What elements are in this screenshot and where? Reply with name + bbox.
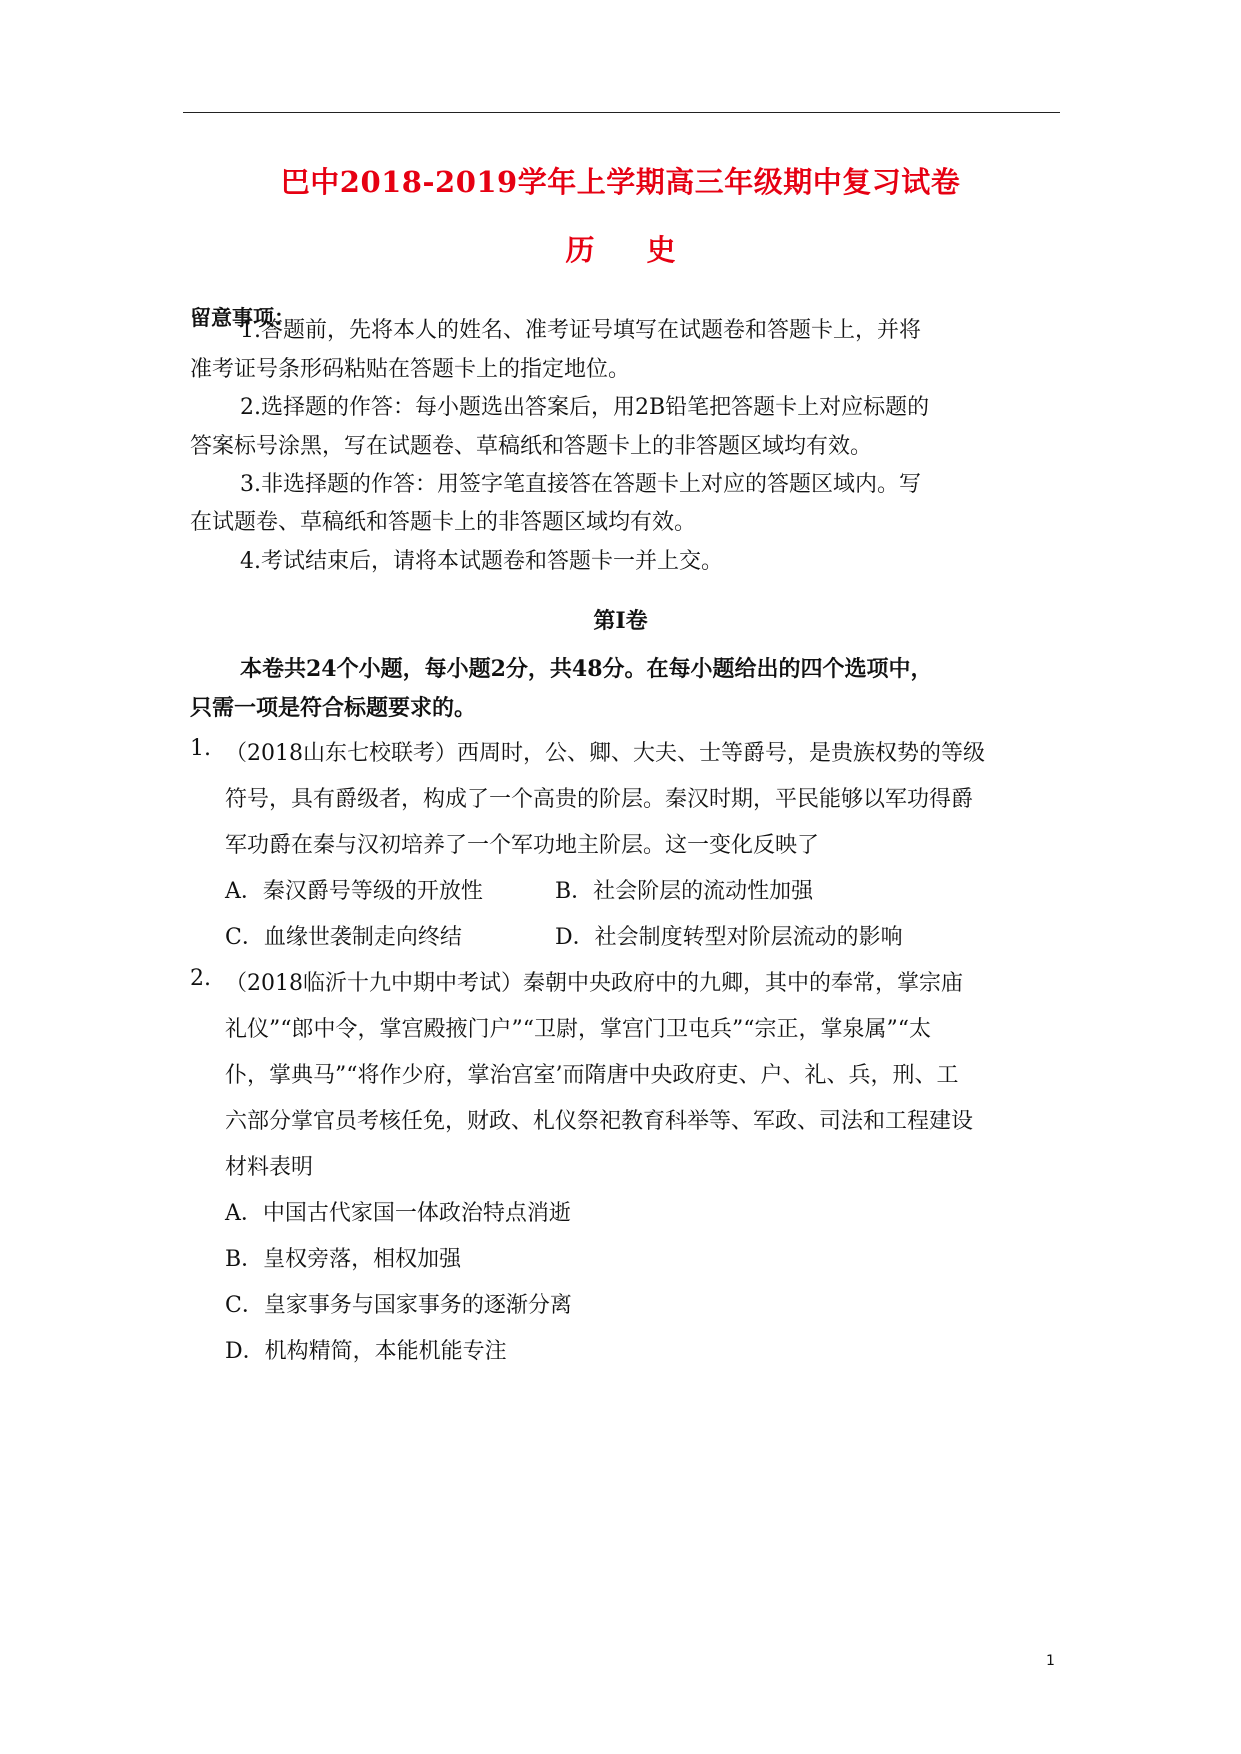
notice-item-4-line1: 4.考试结束后，请将本试题卷和答题卡一并上交。 (240, 549, 723, 574)
question-2-number: 2. (190, 966, 211, 991)
question-2-option-c: C．皇家事务与国家事务的逐渐分离 (225, 1293, 572, 1318)
header-rule (183, 112, 1060, 113)
subject-char-right: 史 (646, 233, 676, 267)
section-instruction-line2: 只需一项是符合标题要求的。 (190, 695, 477, 721)
subject-char-left: 历 (565, 233, 595, 267)
question-2-option-d: D．机构精简，本能机能专注 (225, 1339, 507, 1364)
notice-item-2-line1: 2.选择题的作答：每小题选出答案后，用2B铅笔把答题卡上对应标题的 (240, 395, 930, 420)
question-2-line2: 礼仪”“郎中令，掌宫殿掖门户”“卫尉，掌宫门卫屯兵”“宗正，掌泉属”“太 (225, 1017, 931, 1042)
question-1-number: 1. (190, 736, 211, 761)
question-1-option-c: C．血缘世袭制走向终结 (225, 925, 462, 950)
question-1-line2: 符号，具有爵级者，构成了一个高贵的阶层。秦汉时期，平民能够以军功得爵 (225, 787, 974, 812)
section-title: 第Ⅰ卷 (593, 608, 648, 634)
question-2-option-b: B．皇权旁落，相权加强 (225, 1247, 462, 1272)
question-2-line3: 仆，掌典马”“将作少府，掌治宫室’而隋唐中央政府吏、户、礼、兵，刑、工 (225, 1063, 959, 1088)
notice-item-2-line2: 答案标号涂黑，写在试题卷、草稿纸和答题卡上的非答题区域均有效。 (190, 434, 873, 459)
page-number: 1 (1046, 1653, 1055, 1669)
notice-heading: 留意事项： (190, 305, 295, 330)
exam-title: 巴中2018-2019学年上学期高三年级期中复习试卷 (280, 165, 961, 199)
notice-item-3-line1: 3.非选择题的作答：用签字笔直接答在答题卡上对应的答题区域内。写 (240, 472, 921, 497)
question-2-line4: 六部分掌官员考核任免，财政、札仪祭祀教育科举等、军政、司法和工程建设 (225, 1109, 974, 1134)
question-1-option-a: A．秦汉爵号等级的开放性 (225, 879, 483, 904)
question-2-line5: 材料表明 (225, 1155, 314, 1180)
subject-title (0, 228, 1241, 269)
notice-item-3-line2: 在试题卷、草稿纸和答题卡上的非答题区域均有效。 (190, 510, 697, 535)
question-2-line1: （2018临沂十九中期中考试）秦朝中央政府中的九卿，其中的奉常，掌宗庙 (225, 971, 963, 996)
notice-item-1-line2: 准考证号条形码粘贴在答题卡上的指定地位。 (190, 357, 631, 382)
notice-item-1-line1: 1.答题前，先将本人的姓名、准考证号填写在试题卷和答题卡上，并将 (240, 318, 921, 343)
question-1-line1: （2018山东七校联考）西周时，公、卿、大夫、士等爵号，是贵族权势的等级 (225, 741, 985, 766)
question-1-line3: 军功爵在秦与汉初培养了一个军功地主阶层。这一变化反映了 (225, 833, 820, 858)
question-1-option-b: B．社会阶层的流动性加强 (555, 879, 814, 904)
question-1-option-d: D．社会制度转型对阶层流动的影响 (555, 925, 903, 950)
section-instruction-line1: 本卷共24个小题，每小题2分，共48分。在每小题给出的四个选项中， (240, 656, 933, 682)
question-2-option-a: A．中国古代家国一体政治特点消逝 (225, 1201, 571, 1226)
